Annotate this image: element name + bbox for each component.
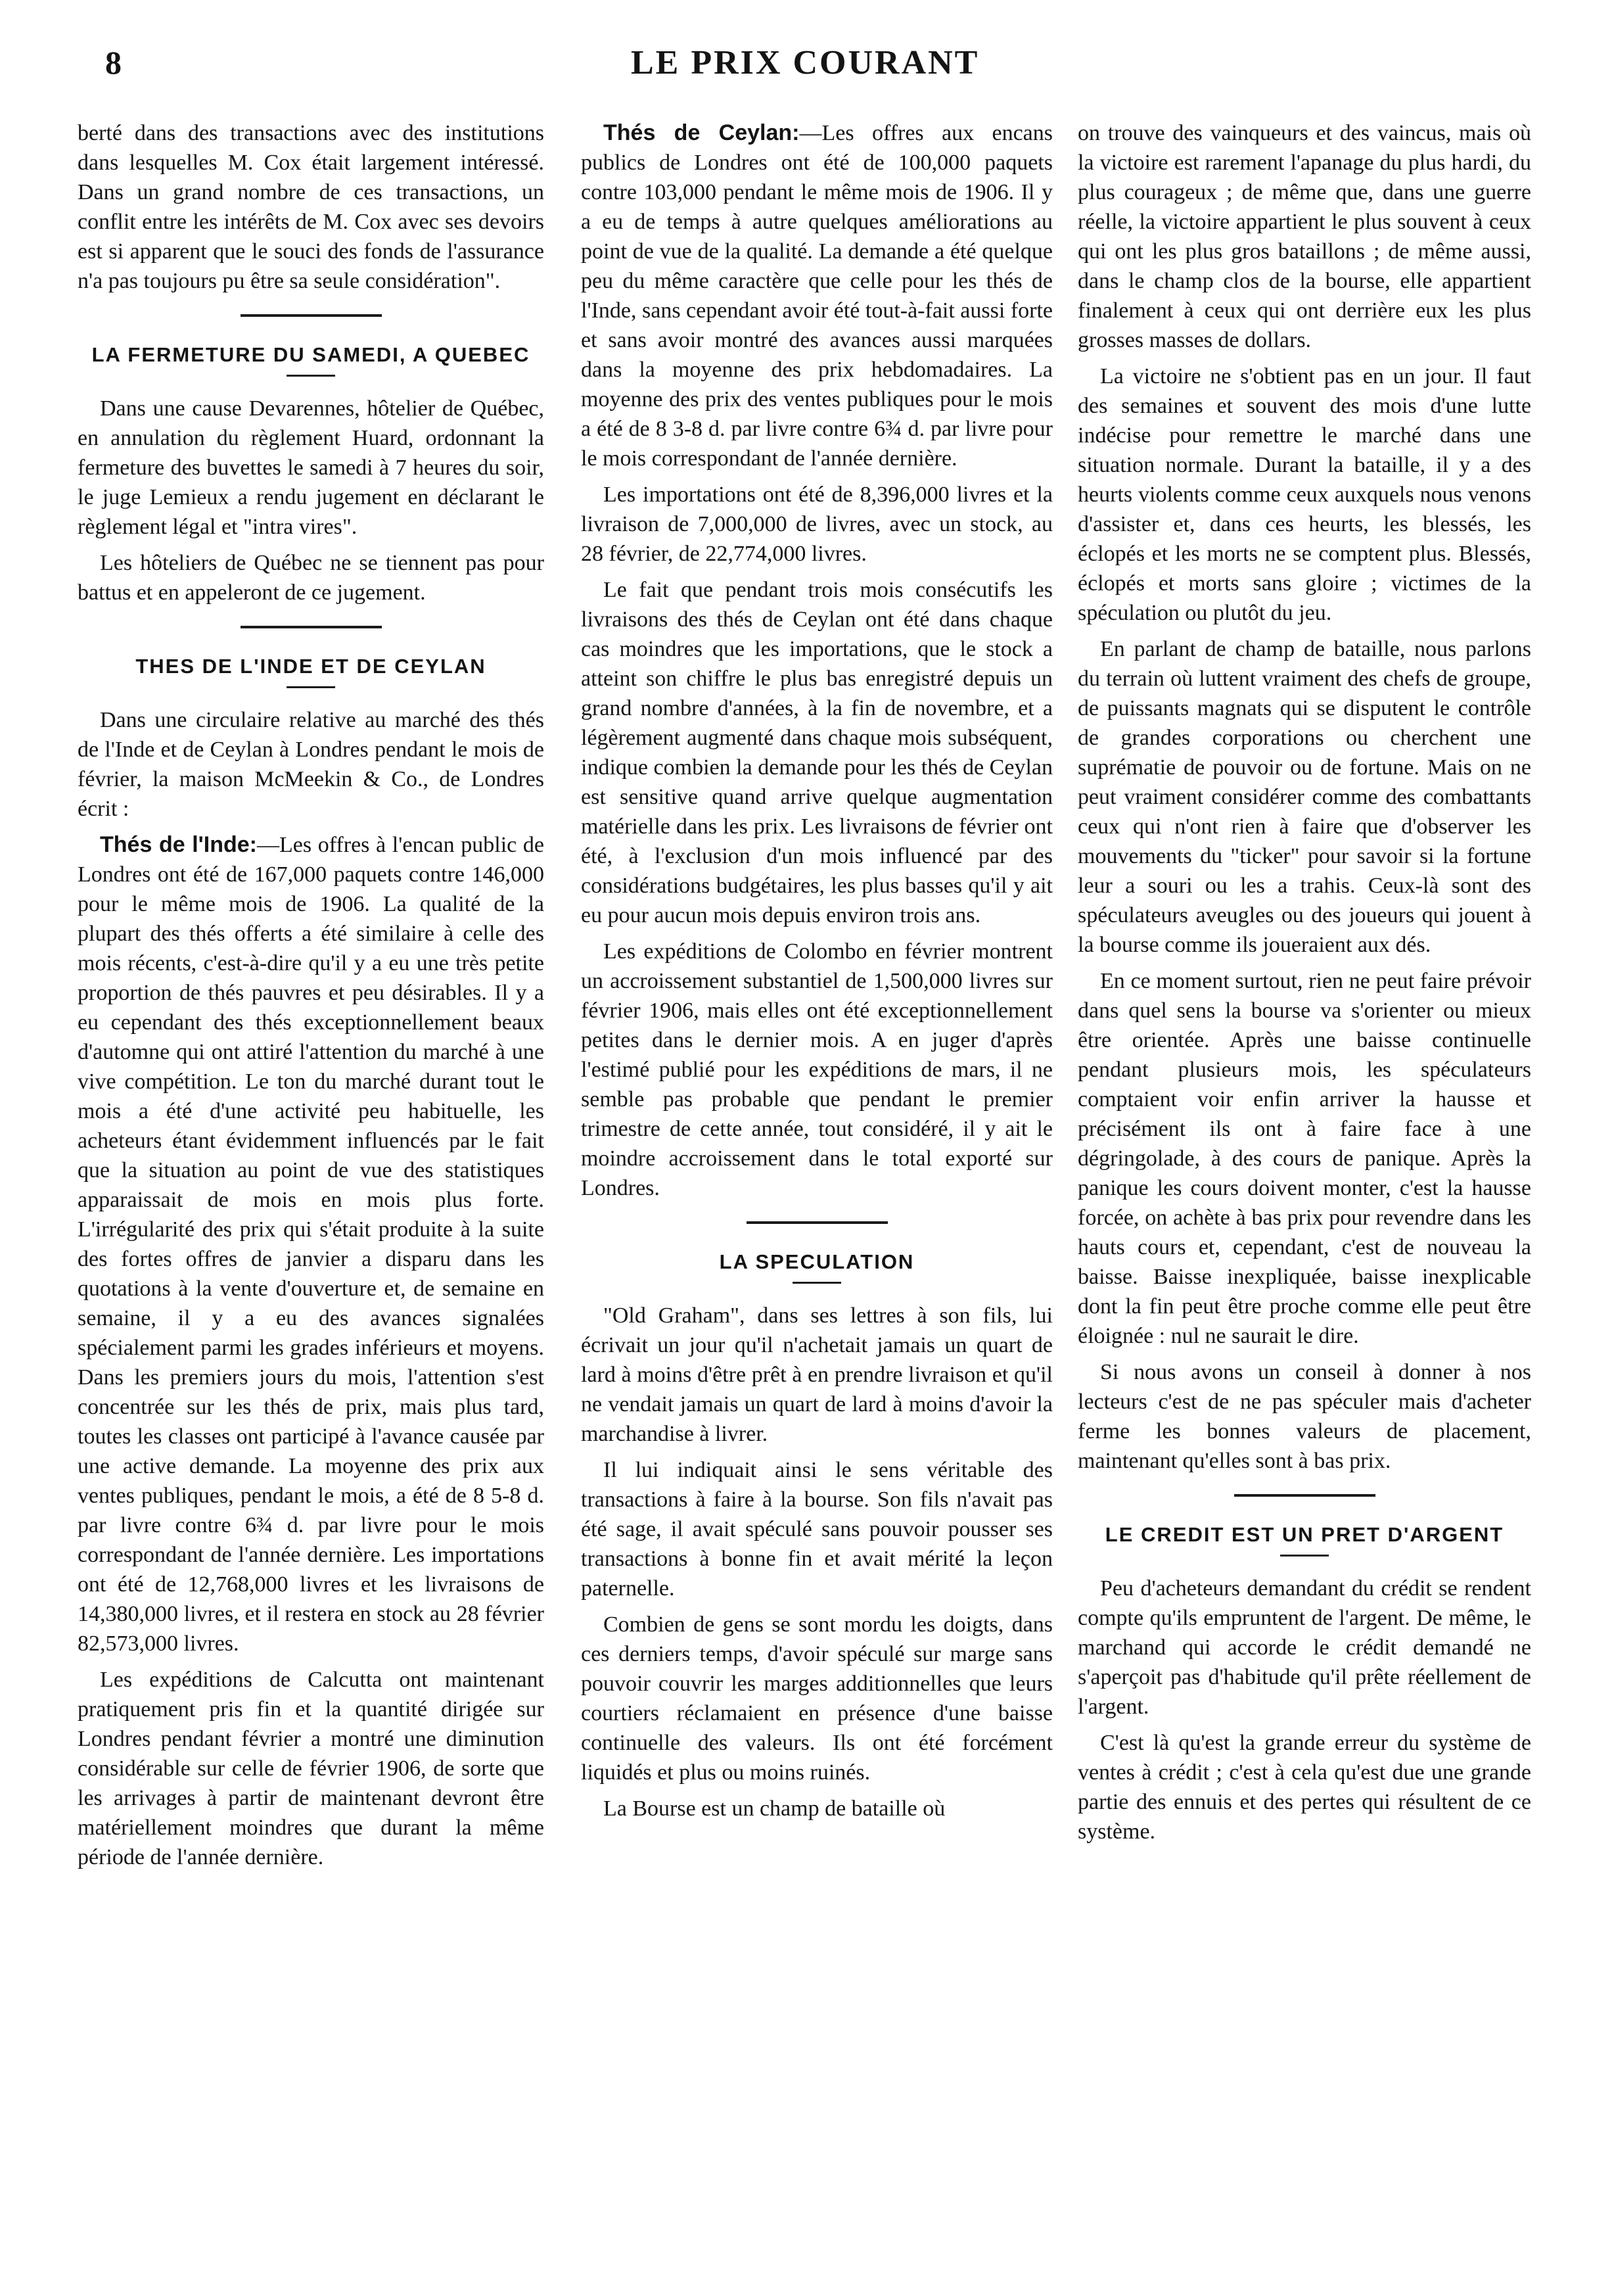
article-paragraph: En parlant de champ de bataille, nous parlons du terrain où luttent vraiment des chefs de groupe, de puissants magnats qui se disputent le contrôle de grandes corporations ou cherchent une suprématie de pouvoir ou de fortune. Mais on ne peut vraiment considérer comme des combattants ceux qui n'ont rien à faire que d'observer les mouvements du "ticker" pour savoir si la fortune leur a souri ou les a trahis. Ceux-là sont des spéculateurs aveugles ou des joueurs qui jouent à la bourse comme ils joueraient aux dés. — [1078, 637, 1531, 957]
article-paragraph: La victoire ne s'obtient pas en un jour. Il faut des semaines et souvent des mois d'une lutte indécise pour remettre le marché dans une situation normale. Durant la bataille, il y a des heurts violents comme ceux auxquels nous venons d'assister et, dans ces heurts, les blessés, les éclopés et les morts ne se comptent plus. Blessés, éclopés et morts sans gloire ; victimes de la spéculation ou plutôt du jeu. — [1078, 364, 1531, 625]
article-paragraph-thes-inde — [78, 830, 544, 1658]
headline-speculation: LA SPECULATION — [719, 1250, 915, 1273]
article-paragraph: Les importations ont été de 8,396,000 livres et la livraison de 7,000,000 de livres, avec un stock, au 28 février, de 22,774,000 livres. — [581, 482, 1053, 566]
article-paragraph: Si nous avons un conseil à donner à nos lecteurs c'est de ne pas spéculer mais d'acheter ferme les bonnes valeurs de placement, maintenant qu'elles sont à bas prix. — [1078, 1360, 1531, 1473]
page-header — [0, 37, 1614, 96]
page-number: 8 — [105, 44, 122, 81]
article-paragraph: En ce moment surtout, rien ne peut faire prévoir dans quel sens la bourse va s'orienter ou mieux être orientée. Après une baisse continuelle pendant plusieurs mois, les spéculateurs comptaient voir enfin arriver la hausse et précisément ils ont à faire face à une dégringolade, à des cours de panique. Après la panique les cours doivent monter, c'est la hausse forcée, on achète à bas prix pour revendre dans les hauts cours et, cependant, c'est de nouveau la baisse. Baisse inexpliquée, baisse inexplicable dont la fin peut être proche comme elle peut être éloignée : nul ne saurait le dire. — [1078, 969, 1531, 1348]
section-divider — [241, 626, 382, 628]
article-paragraph: Combien de gens se sont mordu les doigts, dans ces derniers temps, d'avoir spéculé sur marge sans pouvoir couvrir les marges additionnelles que leurs courtiers réclamaient en présence d'une baisse continuelle des valeurs. Ils ont été forcément liquidés et plus ou moins ruinés. — [581, 1612, 1053, 1785]
article-paragraph: Le fait que pendant trois mois consécutifs les livraisons des thés de Ceylan ont été dans chaque cas moindres que les importations, que le stock a atteint son chiffre le plus bas enregistré depuis un grand nombre d'années, à la fin de novembre, et a légèrement augmenté dans chaque mois subséquent, indique combien la demande pour les thés de Ceylan est sensitive quand arrive quelque augmentation matérielle dans les prix. Les livraisons de février ont été, à l'exclusion d'un mois influencé par des considérations budgétaires, les plus basses qu'il y ait eu pour aucun mois depuis environ trois ans. — [581, 578, 1053, 927]
subheading-thes-inde: Thés de l'Inde: — [100, 832, 257, 857]
headline-rule — [287, 375, 335, 377]
article-paragraph: Peu d'acheteurs demandant du crédit se rendent compte qu'ils empruntent de l'argent. De même, le marchand qui accorde le crédit demandé ne s'aperçoit pas d'habitude qu'il prête réellement de l'argent. — [1078, 1576, 1531, 1719]
paragraph-text: —Les offres à l'encan public de Londres ont été de 167,000 paquets contre 146,000 pour le même mois de 1906. La qualité de la plupart des thés offerts a été similaire à celle des mois récents, c'est-à-dire qu'il y a eu une très petite proportion de thés pauvres et peu désirables. Il y a eu cependant des thés exceptionnellement beaux d'automne qui ont attiré l'attention du marché à une vive compétition. Le ton du marché durant tout le mois a été d'une activité peu habituelle, les acheteurs étant évidemment influencés par le fait que la situation au point de vue des statistiques apparaissait de mois en mois plus forte. L'irrégularité des prix qui s'était produite à la suite des fortes offres de janvier a disparu dans les quotations à la vente d'ouverture et, de semaine en semaine, il y a eu des avances signalées spécialement parmi les grades inférieurs et moyens. Dans les premiers jours du mois, l'attention s'est concentrée sur les thés de prix, mais plus tard, toutes les classes ont participé à l'avance causée par une active demande. La moyenne des prix aux ventes publiques, pendant le mois, a été de 8 5-8 d. par livre contre 6¾ d. par livre pour le mois correspondant de l'année dernière. Les importations ont été de 12,768,000 livres et les livraisons de 14,380,000 livres, et il restera en stock au 28 février 82,573,000 livres. — [78, 833, 545, 1656]
article-paragraph: Les expéditions de Calcutta ont maintenant pratiquement pris fin et la quantité dirigée sur Londres pendant février a montré une diminution considérable sur celle de février 1906, de sorte que les arrivages à partir de maintenant devront être matériellement moindres que durant la même période de l'année dernière. — [78, 1668, 544, 1869]
headline-rule — [793, 1282, 841, 1284]
article-paragraph: Dans une circulaire relative au marché des thés de l'Inde et de Ceylan à Londres pendant le mois de février, la maison McMeekin & Co., de Londres écrit : — [78, 708, 544, 821]
headline-thes-inde-ceylan: THES DE L'INDE ET DE CEYLAN — [135, 655, 486, 678]
article-paragraph: Il lui indiquait ainsi le sens véritable des transactions à faire à la bourse. Son fils n'avait pas été sage, il avait spéculé sans pouvoir pousser ses transactions à bonne fin et avait mérité la leçon paternelle. — [581, 1458, 1053, 1601]
column-right — [1078, 118, 1531, 1853]
article-paragraph: Les hôteliers de Québec ne se tiennent pas pour battus et en appeleront de ce jugement. — [78, 551, 544, 605]
article-paragraph: Les expéditions de Colombo en février montrent un accroissement substantiel de 1,500,000 livres sur février 1906, mais elles ont été exceptionnellement petites dans le dernier mois. A en juger d'après l'estimé publié pour les expéditions de mars, il ne semble pas probable que pendant le premier trimestre de cette année, tout considéré, il y ait le moindre accroissement dans le total exporté sur Londres. — [581, 939, 1053, 1200]
column-middle — [581, 118, 1053, 1830]
column-left — [78, 118, 544, 1879]
headline-credit-pret-argent: LE CREDIT EST UN PRET D'ARGENT — [1105, 1523, 1504, 1546]
article-paragraph: on trouve des vainqueurs et des vaincus, mais où la victoire est rarement l'apanage du plus hardi, du plus courageux ; de même que, dans une guerre réelle, la victoire appartient le plus souvent à ceux qui ont les plus gros bataillons ; de même aussi, dans le champ clos de la bourse, elle appartient finalement à ceux qui ont derrière eux les plus grosses masses de dollars. — [1078, 121, 1531, 352]
article-paragraph: C'est là qu'est la grande erreur du système de ventes à crédit ; c'est à cela qu'est due une grande partie des ennuis et des pertes qui résultent de ce système. — [1078, 1731, 1531, 1844]
journal-title: LE PRIX COURANT — [631, 44, 980, 82]
section-divider — [241, 314, 382, 317]
headline-fermeture-samedi: LA FERMETURE DU SAMEDI, A QUEBEC — [91, 343, 530, 366]
paragraph-text: —Les offres aux encans publics de Londres ont été de 100,000 paquets contre 103,000 pendant le même mois de 1906. Il y a eu de temps à autre quelques améliorations au point de vue de la qualité. La demande a été quelque peu du même caractère que celle pour les thés de l'Inde, sans cependant avoir été tout-à-fait aussi forte et sans avoir montré des avances aussi marquées dans la moyenne des prix hebdomadaires. La moyenne des prix des ventes publiques pour le mois a été de 8 3-8 d. par livre contre 6¾ d. par livre pour le mois correspondant de l'année dernière. — [581, 121, 1053, 471]
article-paragraph-thes-ceylan — [581, 118, 1053, 473]
subheading-thes-ceylan: Thés de Ceylan: — [603, 120, 800, 145]
article-paragraph: berté dans des transactions avec des institutions dans lesquelles M. Cox était largement intéressé. Dans un grand nombre de ces transactions, un conflit entre les intérêts de M. Cox avec ses devoirs est si apparent que le souci des fonds de l'assurance n'a pas toujours pu être sa seule considération". — [78, 121, 544, 293]
article-paragraph: La Bourse est un champ de bataille où — [603, 1796, 946, 1821]
section-divider — [747, 1221, 888, 1224]
headline-rule — [1280, 1555, 1329, 1557]
article-paragraph: Dans une cause Devarennes, hôtelier de Québec, en annulation du règlement Huard, ordonnant la fermeture des buvettes le samedi à 7 heures du soir, le juge Lemieux a rendu jugement en déclarant le règlement légal et "intra vires". — [78, 396, 544, 539]
section-divider — [1234, 1494, 1375, 1497]
headline-rule — [287, 686, 335, 688]
article-paragraph: "Old Graham", dans ses lettres à son fils, lui écrivait un jour qu'il n'achetait jamais un quart de lard à moins d'être prêt à en prendre livraison et qu'il ne vendait jamais un quart de lard à moins d'avoir la marchandise à livrer. — [581, 1303, 1053, 1446]
